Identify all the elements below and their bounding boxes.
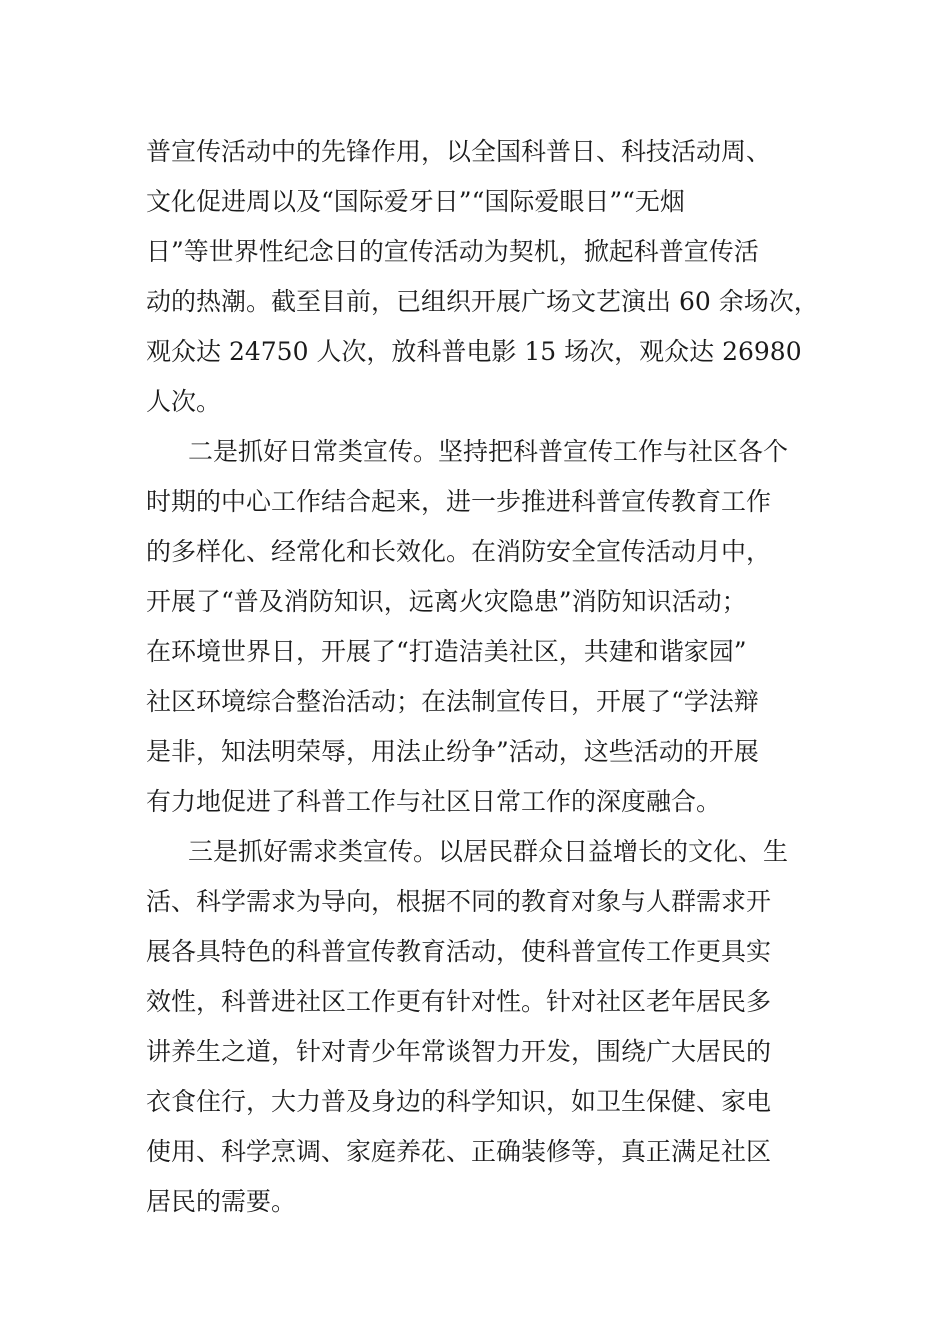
paragraph-demand-publicity — [146, 827, 836, 1227]
text-line: 是非，知法明荣辱，用法止纷争”活动，这些活动的开展 — [146, 737, 759, 766]
text-line: 普宣传活动中的先锋作用，以全国科普日、科技活动周、 — [146, 137, 772, 166]
text-line: 居民的需要。 — [146, 1187, 297, 1216]
text-line: 展各具特色的科普宣传教育活动，使科普宣传工作更具实 — [146, 937, 772, 966]
text-line: 有力地促进了科普工作与社区日常工作的深度融合。 — [146, 787, 722, 816]
text-line: 文化促进周以及“国际爱牙日”“国际爱眼日”“无烟 — [146, 187, 685, 216]
text-line: 日”等世界性纪念日的宣传活动为契机，掀起科普宣传活 — [146, 237, 759, 266]
text-line: 社区环境综合整治活动；在法制宣传日，开展了“学法辩 — [146, 687, 759, 716]
text-line: 时期的中心工作结合起来，进一步推进科普宣传教育工作 — [146, 487, 772, 516]
text-line: 三是抓好需求类宣传。以居民群众日益增长的文化、生 — [188, 837, 789, 866]
text-line: 活、科学需求为导向，根据不同的教育对象与人群需求开 — [146, 887, 772, 916]
paragraph-continuation — [146, 127, 836, 427]
text-line: 在环境世界日，开展了“打造洁美社区，共建和谐家园” — [146, 637, 747, 666]
text-line: 的多样化、经常化和长效化。在消防安全宣传活动月中， — [146, 537, 772, 566]
text-line: 人次。 — [146, 387, 222, 416]
text-line: 二是抓好日常类宣传。坚持把科普宣传工作与社区各个 — [188, 437, 789, 466]
document-body — [146, 127, 836, 1227]
text-line: 效性，科普进社区工作更有针对性。针对社区老年居民多 — [146, 987, 772, 1016]
text-line: 使用、科学烹调、家庭养花、正确装修等，真正满足社区 — [146, 1137, 772, 1166]
text-line: 讲养生之道，针对青少年常谈智力开发，围绕广大居民的 — [146, 1037, 772, 1066]
text-line: 动的热潮。截至目前，已组织开展广场文艺演出 60 余场次， — [146, 287, 819, 316]
text-line: 观众达 24750 人次，放科普电影 15 场次，观众达 26980 — [146, 337, 802, 366]
text-line: 衣食住行，大力普及身边的科学知识，如卫生保健、家电 — [146, 1087, 772, 1116]
paragraph-daily-publicity — [146, 427, 836, 827]
text-line: 开展了“普及消防知识，远离火灾隐患”消防知识活动； — [146, 587, 747, 616]
